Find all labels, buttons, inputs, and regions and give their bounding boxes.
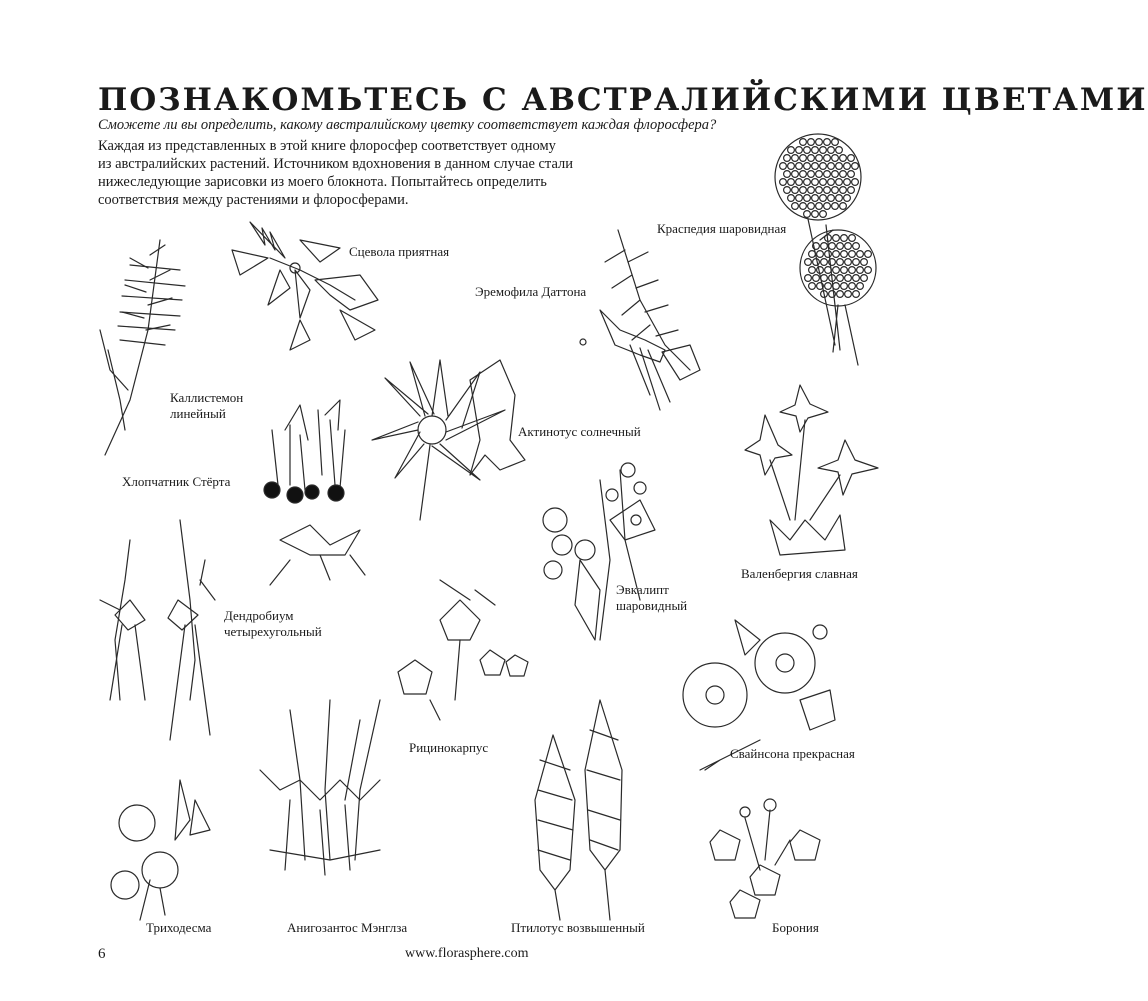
floret-icon xyxy=(796,147,803,154)
floret-icon xyxy=(824,203,831,210)
floret-icon xyxy=(825,251,832,258)
floret-icon xyxy=(792,155,799,162)
floret-icon xyxy=(832,187,839,194)
label-sturt-pea: Хлопчатник Стёрта xyxy=(122,474,231,489)
label-swainsona: Свайнсона прекрасная xyxy=(730,746,855,761)
floret-icon xyxy=(788,195,795,202)
floret-icon xyxy=(812,211,819,218)
floret-icon xyxy=(833,267,840,274)
page-subtitle: Сможете ли вы определить, какому австралийскому цветку соответствует каждая флоросфера? xyxy=(98,117,717,133)
label-eucalyptus-line: шаровидный xyxy=(616,598,688,613)
floret-icon xyxy=(865,267,872,274)
floret-icon xyxy=(828,195,835,202)
floret-icon xyxy=(792,187,799,194)
floret-icon xyxy=(804,179,811,186)
craspedia-drawing xyxy=(775,134,876,365)
floret-icon xyxy=(836,163,843,170)
floret-icon xyxy=(824,155,831,162)
floret-icon xyxy=(840,203,847,210)
floret-icon xyxy=(853,259,860,266)
floret-icon xyxy=(808,139,815,146)
boronia-drawing xyxy=(710,799,820,918)
floret-icon xyxy=(853,291,860,298)
floret-icon xyxy=(808,155,815,162)
floret-icon xyxy=(808,203,815,210)
floret-icon xyxy=(800,139,807,146)
floret-icon xyxy=(812,147,819,154)
label-dendrobium-line: четырехугольный xyxy=(224,624,322,639)
floret-icon xyxy=(805,275,812,282)
floret-icon xyxy=(857,283,864,290)
label-boronia: Борония xyxy=(772,920,819,935)
floret-icon xyxy=(841,251,848,258)
floret-icon xyxy=(800,187,807,194)
floret-icon xyxy=(832,155,839,162)
floret-icon xyxy=(840,155,847,162)
callistemon-drawing xyxy=(100,240,185,455)
ricinocarpos-drawing xyxy=(398,580,528,720)
label-craspedia: Краспедия шаровидная xyxy=(657,221,787,236)
floret-icon xyxy=(836,179,843,186)
label-trichodesma: Триходесма xyxy=(146,920,212,935)
floret-icon xyxy=(780,179,787,186)
floret-icon xyxy=(841,267,848,274)
floret-icon xyxy=(796,195,803,202)
floret-icon xyxy=(808,187,815,194)
dendrobium-drawing xyxy=(100,520,215,740)
floret-icon xyxy=(820,211,827,218)
floret-icon xyxy=(804,163,811,170)
floret-icon xyxy=(812,163,819,170)
label-scaevola: Сцевола приятная xyxy=(349,244,450,259)
label-eremophila: Эремофила Даттона xyxy=(475,284,587,299)
floret-icon xyxy=(808,171,815,178)
floret-icon xyxy=(792,171,799,178)
label-actinotus: Актинотус солнечный xyxy=(518,424,641,439)
floret-icon xyxy=(809,267,816,274)
floret-icon xyxy=(829,243,836,250)
floret-icon xyxy=(845,291,852,298)
label-ptilotus: Птилотус возвышенный xyxy=(511,920,645,935)
label-callistemon xyxy=(170,390,243,422)
floret-icon xyxy=(836,195,843,202)
floret-icon xyxy=(792,203,799,210)
intro-line: нижеследующие зарисовки из моего блокнота. Попытайтесь определить xyxy=(98,174,547,190)
floret-icon xyxy=(816,171,823,178)
floret-icon xyxy=(845,275,852,282)
floret-icon xyxy=(824,187,831,194)
label-dendrobium xyxy=(224,608,322,640)
floret-icon xyxy=(824,171,831,178)
floret-icon xyxy=(788,179,795,186)
floret-icon xyxy=(849,251,856,258)
label-callistemon-line: Каллистемон xyxy=(170,390,244,405)
floret-icon xyxy=(832,139,839,146)
floret-icon xyxy=(840,171,847,178)
floret-icon xyxy=(825,283,832,290)
floret-icon xyxy=(804,195,811,202)
floret-icon xyxy=(828,179,835,186)
floret-icon xyxy=(852,179,859,186)
floret-icon xyxy=(841,283,848,290)
actinotus-drawing xyxy=(372,360,525,520)
floret-icon xyxy=(820,195,827,202)
floret-icon xyxy=(813,259,820,266)
floret-icon xyxy=(824,139,831,146)
scaevola-drawing xyxy=(232,222,378,350)
ptilotus-drawing xyxy=(535,700,622,920)
floret-icon xyxy=(832,171,839,178)
label-eucalyptus-line: Эвкалипт xyxy=(616,582,669,597)
eremophila-drawing xyxy=(580,230,700,410)
intro-paragraph xyxy=(98,137,678,209)
floret-icon xyxy=(812,179,819,186)
floret-icon xyxy=(804,147,811,154)
intro-line: из австралийских растений. Источником вдохновения в данном случае стали xyxy=(98,156,574,172)
page-title: ПОЗНАКОМЬТЕСЬ С АВСТРАЛИЙСКИМИ ЦВЕТАМИ xyxy=(98,82,1148,118)
trichodesma-drawing xyxy=(111,780,210,920)
footer-url[interactable]: www.florasphere.com xyxy=(405,946,529,961)
label-ricinocarpos: Рицинокарпус xyxy=(409,740,489,755)
floret-icon xyxy=(816,203,823,210)
floret-icon xyxy=(853,243,860,250)
floret-icon xyxy=(804,211,811,218)
floret-icon xyxy=(816,187,823,194)
label-wahlenbergia: Валенбергия славная xyxy=(741,566,858,581)
sturt-pea-drawing xyxy=(264,400,365,585)
floret-icon xyxy=(857,267,864,274)
floret-icon xyxy=(849,267,856,274)
label-callistemon-line: линейный xyxy=(170,406,226,421)
floret-icon xyxy=(820,179,827,186)
floret-icon xyxy=(780,163,787,170)
page-number: 6 xyxy=(98,946,106,962)
floret-icon xyxy=(857,251,864,258)
floret-icon xyxy=(784,187,791,194)
floret-icon xyxy=(828,163,835,170)
floret-icon xyxy=(844,179,851,186)
floret-icon xyxy=(816,139,823,146)
intro-line: Каждая из представленных в этой книге флоросфер соответствует одному xyxy=(98,138,556,154)
floret-icon xyxy=(820,147,827,154)
floret-icon xyxy=(848,155,855,162)
floret-icon xyxy=(796,163,803,170)
floret-icon xyxy=(848,187,855,194)
floret-icon xyxy=(836,147,843,154)
floret-icon xyxy=(833,251,840,258)
label-anigozanthos: Анигозантос Мэнглза xyxy=(287,920,408,935)
floret-icon xyxy=(837,243,844,250)
label-dendrobium-line: Дендробиум xyxy=(224,608,294,623)
floret-icon xyxy=(840,187,847,194)
floret-icon xyxy=(845,259,852,266)
floret-icon xyxy=(832,203,839,210)
floret-icon xyxy=(849,283,856,290)
floret-icon xyxy=(837,291,844,298)
wahlenbergia-drawing xyxy=(745,385,878,555)
floret-icon xyxy=(841,235,848,242)
anigozanthos-drawing xyxy=(260,700,380,875)
floret-icon xyxy=(861,259,868,266)
floret-icon xyxy=(837,259,844,266)
floret-icon xyxy=(821,259,828,266)
floret-icon xyxy=(852,163,859,170)
intro-line: соответствия между растениями и флоросферами. xyxy=(98,192,409,208)
floret-icon xyxy=(817,251,824,258)
floret-icon xyxy=(844,163,851,170)
floret-icon xyxy=(796,179,803,186)
floret-icon xyxy=(837,275,844,282)
floret-icon xyxy=(816,155,823,162)
floret-icon xyxy=(812,195,819,202)
floret-icon xyxy=(788,147,795,154)
floret-icon xyxy=(800,203,807,210)
floret-icon xyxy=(813,275,820,282)
floret-icon xyxy=(784,171,791,178)
floret-icon xyxy=(861,275,868,282)
floret-icon xyxy=(853,275,860,282)
floret-icon xyxy=(865,251,872,258)
floret-icon xyxy=(833,235,840,242)
floret-icon xyxy=(844,195,851,202)
floret-icon xyxy=(821,243,828,250)
floret-icon xyxy=(828,147,835,154)
floret-icon xyxy=(809,283,816,290)
floret-icon xyxy=(805,259,812,266)
floret-icon xyxy=(849,235,856,242)
label-eucalyptus xyxy=(616,582,687,614)
floret-icon xyxy=(800,171,807,178)
floret-icon xyxy=(788,163,795,170)
floret-icon xyxy=(848,171,855,178)
floret-icon xyxy=(845,243,852,250)
floret-icon xyxy=(800,155,807,162)
floret-icon xyxy=(820,163,827,170)
floret-icon xyxy=(784,155,791,162)
